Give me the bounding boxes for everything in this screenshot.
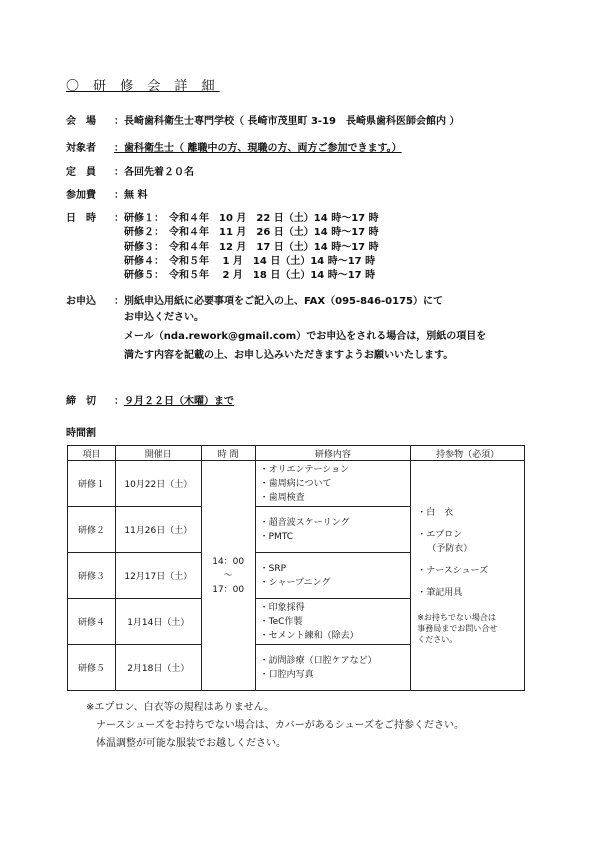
content-line: ・歯周病について bbox=[259, 478, 332, 489]
row-date: 10月22日（土） bbox=[115, 461, 201, 507]
note-3: 体温調整が可能な服装でお越しください。 bbox=[96, 738, 286, 749]
note-1: ※エプロン、白衣等の規程はありません。 bbox=[86, 702, 275, 713]
schedule-item-4: 研修４： 令和５年 1 月 14 日（土）14 時～17 時 bbox=[124, 256, 376, 267]
dates-colon: ： bbox=[114, 213, 124, 224]
content-line: ・PMTC bbox=[259, 531, 294, 542]
fee-value: ：無 料 bbox=[114, 190, 148, 201]
deadline-value: ９月２２日（木曜）まで bbox=[124, 396, 234, 407]
timetable bbox=[67, 445, 525, 691]
row-content bbox=[255, 507, 411, 553]
row-item: 研修３ bbox=[68, 553, 116, 599]
belonging-apron: ・エプロン bbox=[417, 530, 463, 540]
belong-note-1: ※お持ちでない場合は bbox=[417, 613, 496, 622]
row-item: 研修１ bbox=[68, 461, 116, 507]
row-content bbox=[255, 599, 411, 645]
belonging-apron-note: （予防衣） bbox=[427, 544, 473, 554]
schedule-item-2: 研修２： 令和４年 11 月 26 日（土）14 時～17 時 bbox=[124, 227, 379, 238]
apply-line-1: ：別紙申込用紙に必要事項をご記入の上、FAX（095-846-0175）にて bbox=[114, 296, 444, 307]
content-line: ・セメント練和（除去） bbox=[259, 630, 359, 641]
dates-label: 日 時 bbox=[66, 213, 96, 224]
schedule-item-3: 研修３： 令和４年 12 月 17 日（土）14 時～17 時 bbox=[124, 242, 379, 253]
note-2: ナースシューズをお持ちでない場合は、カバーがあるシューズをご持参ください。 bbox=[96, 720, 464, 731]
content-line: ・TeC作製 bbox=[259, 616, 303, 627]
content-line: ・口腔内写真 bbox=[259, 669, 314, 680]
header-time: 時 間 bbox=[201, 446, 255, 461]
target-label: 対象者 bbox=[66, 143, 96, 154]
content-line: ・シャープニング bbox=[259, 577, 331, 588]
header-item: 項目 bbox=[68, 446, 116, 461]
capacity-value: ：各回先着２０名 bbox=[114, 167, 194, 178]
content-line: ・訪問診療（口腔ケアなど） bbox=[259, 655, 377, 666]
belongings-cell bbox=[411, 461, 525, 691]
apply-line-4: 満たす内容を記載の上、お申し込みいただきますようお願いいたします。 bbox=[124, 350, 454, 361]
target-value: ：歯科衛生士（ 離職中の方、現職の方、両方ご参加できます。） bbox=[114, 143, 402, 154]
header-date: 開催日 bbox=[115, 446, 201, 461]
apply-line-3: メール（nda.rework@gmail.com）でお申込をされる場合は，別紙の項目を bbox=[124, 331, 487, 342]
belonging-coat: ・白 衣 bbox=[417, 508, 454, 518]
row-date: 11月26日（土） bbox=[115, 507, 201, 553]
belonging-stationery: ・筆記用具 bbox=[417, 588, 463, 598]
belong-note-2: 事務局までお問い合せ bbox=[417, 624, 498, 633]
deadline-colon: ： bbox=[114, 396, 124, 407]
content-line: ・SRP bbox=[259, 563, 287, 574]
fee-label: 参加費 bbox=[66, 190, 96, 201]
deadline-label: 締 切 bbox=[66, 396, 96, 407]
row-item: 研修５ bbox=[68, 645, 116, 691]
time-tilde: ～ bbox=[223, 570, 233, 581]
row-content bbox=[255, 461, 411, 507]
schedule-item-1: 研修１： 令和４年 10 月 22 日（土）14 時～17 時 bbox=[124, 213, 379, 224]
timetable-heading: 時間割 bbox=[66, 428, 96, 439]
header-belongings: 持参物（必須） bbox=[411, 446, 525, 461]
row-date: 1月14日（土） bbox=[115, 599, 201, 645]
row-content bbox=[255, 645, 411, 691]
capacity-label: 定 員 bbox=[66, 167, 96, 178]
belonging-shoes: ・ナースシューズ bbox=[417, 566, 489, 576]
table-row bbox=[68, 461, 525, 507]
timetable-header-row bbox=[68, 446, 525, 461]
venue-value: ：長崎歯科衛生士専門学校（ 長崎市茂里町 3-19 長崎県歯科医師会館内 ） bbox=[114, 116, 460, 127]
time-end: 17：00 bbox=[212, 584, 245, 595]
apply-label: お申込 bbox=[66, 296, 96, 307]
content-line: ・歯周検査 bbox=[259, 492, 305, 503]
row-item: 研修２ bbox=[68, 507, 116, 553]
belong-note-3: ください。 bbox=[417, 635, 458, 644]
content-line: ・印象採得 bbox=[259, 602, 305, 613]
row-date: 12月17日（土） bbox=[115, 553, 201, 599]
apply-line-2: お申込ください。 bbox=[124, 312, 204, 323]
page-title: 〇 研 修 会 詳 細 bbox=[66, 79, 220, 94]
time-start: 14：00 bbox=[212, 556, 245, 567]
content-line: ・超音波スケーリング bbox=[259, 517, 350, 528]
venue-label: 会 場 bbox=[66, 116, 96, 127]
row-date: 2月18日（土） bbox=[115, 645, 201, 691]
schedule-item-5: 研修５： 令和５年 2 月 18 日（土）14 時～17 時 bbox=[124, 270, 376, 281]
header-content: 研修内容 bbox=[255, 446, 411, 461]
row-item: 研修４ bbox=[68, 599, 116, 645]
time-cell bbox=[201, 461, 255, 691]
content-line: ・オリエンテーション bbox=[259, 464, 350, 475]
row-content bbox=[255, 553, 411, 599]
